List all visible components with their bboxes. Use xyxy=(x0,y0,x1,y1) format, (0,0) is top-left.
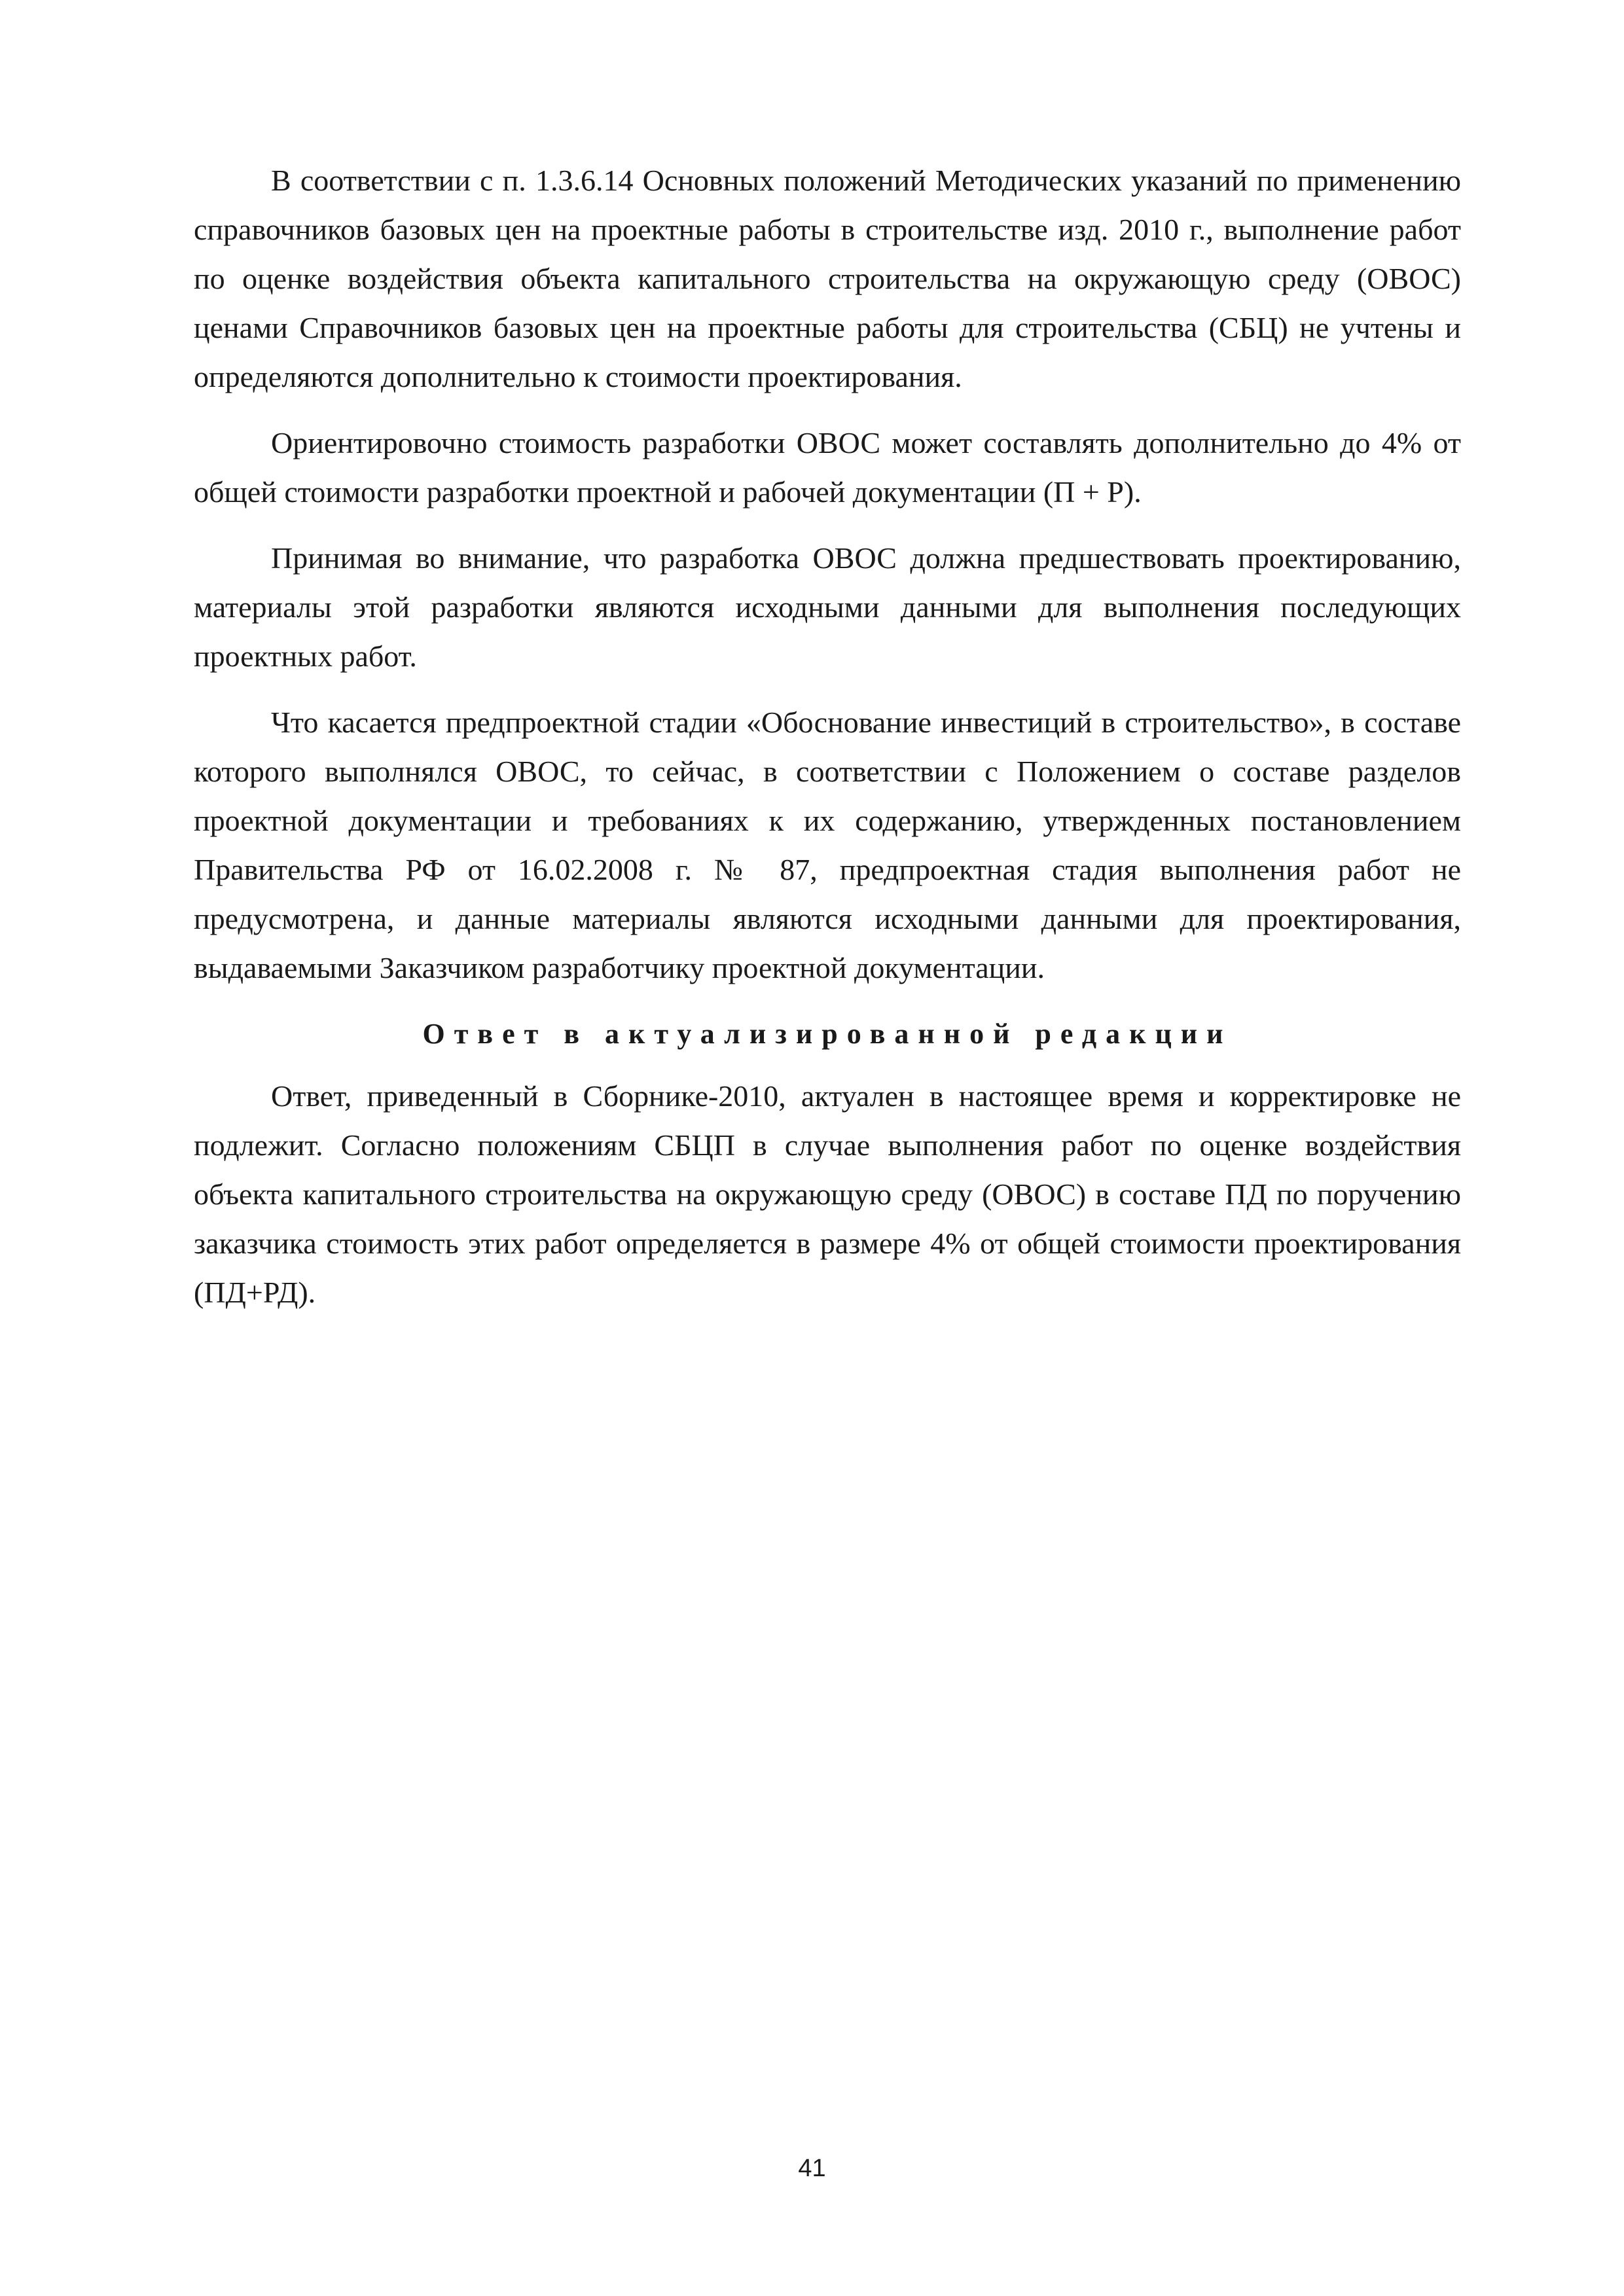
page-number: 41 xyxy=(798,2155,826,2182)
document-body xyxy=(194,156,1461,1334)
paragraph-ovos-pricing: В соответствии с п. 1.3.6.14 Основных положений Методических указаний по применению справочников базовых цен на проектные работы в строительстве изд. 2010 г., выполнение работ по оценке воздействия объекта капитального строительства на окружающую среду (ОВОС) ценами Справочников базовых цен на проектные работы для строительства (СБЦ) не учтены и определяются дополнительно к стоимости проектирования. xyxy=(194,164,1461,393)
paragraph-ovos-precedence: Принимая во внимание, что разработка ОВОС должна предшествовать проектированию, материалы этой разработки являются исходными данными для выполнения последующих проектных работ. xyxy=(194,541,1461,673)
paragraph-ovos-cost-estimate: Ориентировочно стоимость разработки ОВОС может составлять дополнительно до 4% от общей стоимости разработки проектной и рабочей документации (П + Р). xyxy=(194,426,1461,509)
paragraph-preproject-stage: Что касается предпроектной стадии «Обоснование инвестиций в строительство», в составе которого выполнялся ОВОС, то сейчас, в соответствии с Положением о составе разделов проектной документации и требованиях к их содержанию, утвержденных постановлением Правительства РФ от 16.02.2008 г. № 87, предпроектная стадия выполнения работ не предусмотрена, и данные материалы являются исходными данными для проектирования, выдаваемыми Заказчиком разработчику проектной документации. xyxy=(194,706,1461,984)
section-heading: Ответ в актуализированной редакции xyxy=(422,1018,1233,1050)
paragraph-updated-answer: Ответ, приведенный в Сборнике-2010, актуален в настоящее время и корректировке не подлежит. Согласно положениям СБЦП в случае выполнения работ по оценке воздействия объекта капитального строительства на окружающую среду (ОВОС) в составе ПД по поручению заказчика стоимость этих работ определяется в размере 4% от общей стоимости проектирования (ПД+РД). xyxy=(194,1079,1461,1309)
